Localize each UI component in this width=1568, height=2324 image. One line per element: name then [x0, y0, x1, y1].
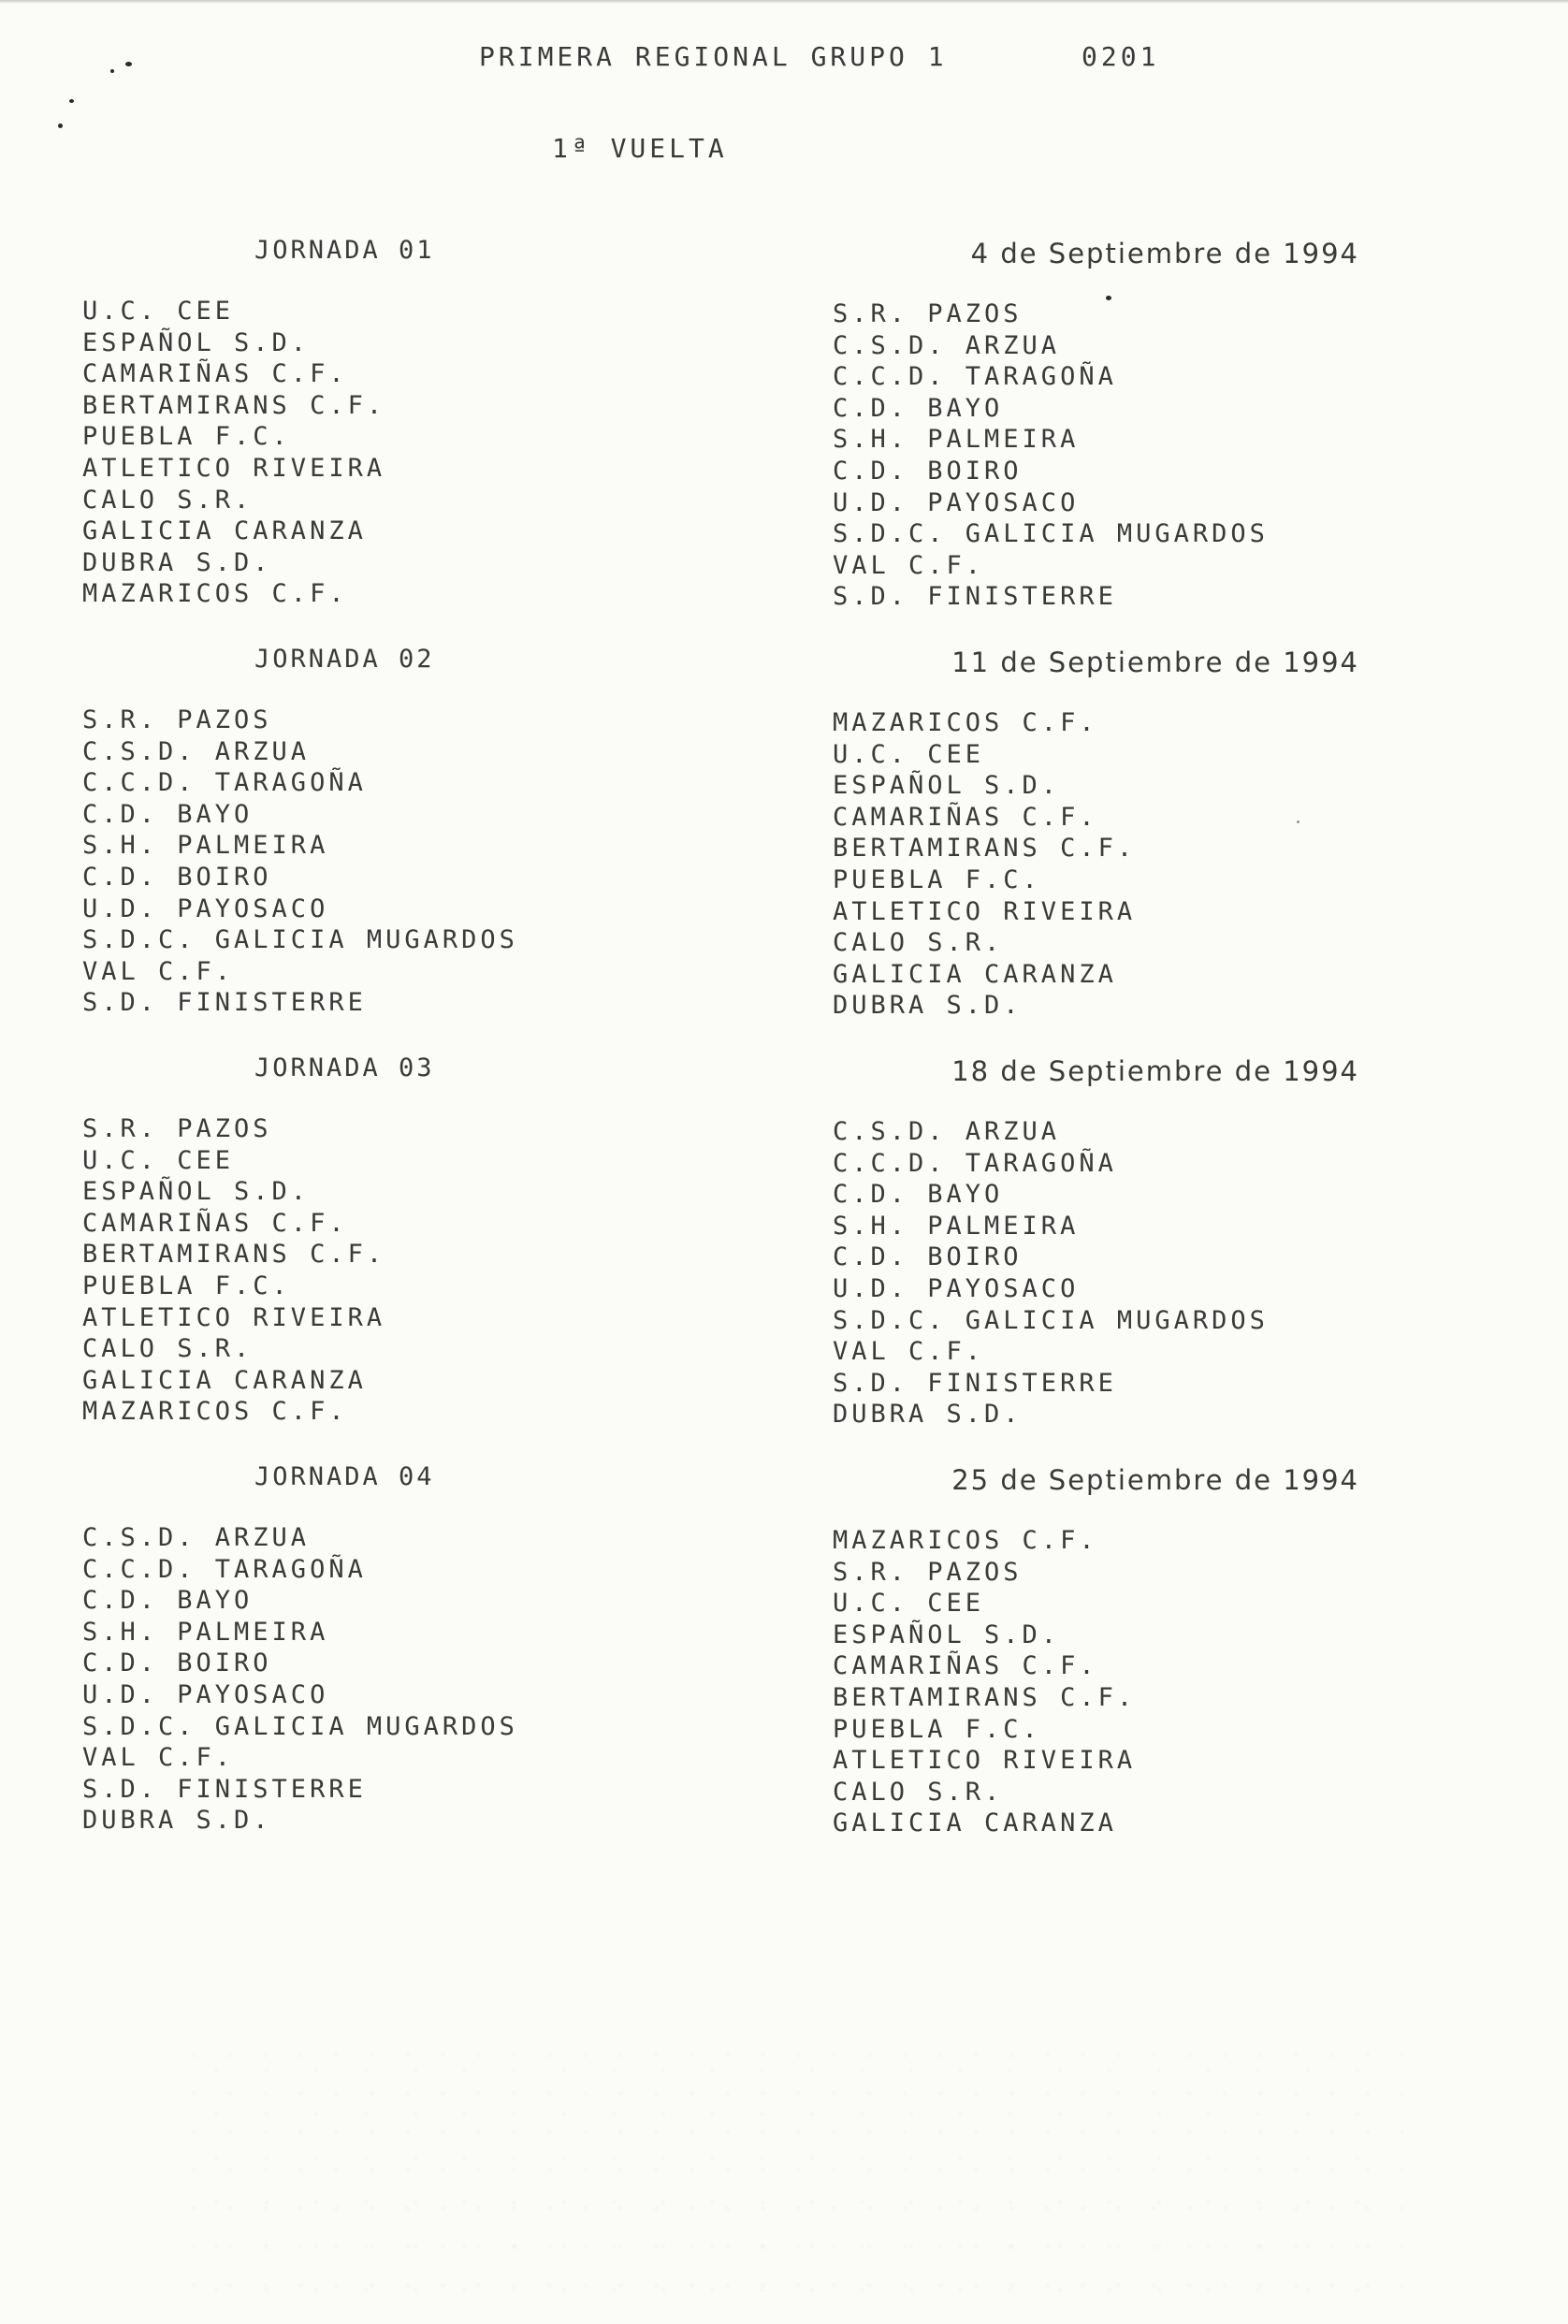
scan-speck	[69, 99, 74, 103]
home-team: S.R. PAZOS	[82, 705, 272, 734]
home-team: DUBRA S.D.	[82, 1806, 272, 1836]
away-team: C.C.D. TARAGOÑA	[833, 362, 1117, 392]
home-team: PUEBLA F.C.	[82, 1271, 291, 1300]
away-team: DUBRA S.D.	[833, 1400, 1023, 1430]
away-team: PUEBLA F.C.	[833, 864, 1041, 894]
home-team: C.D. BOIRO	[82, 1649, 272, 1678]
away-team: U.D. PAYOSACO	[833, 1273, 1080, 1303]
away-team: U.D. PAYOSACO	[833, 487, 1080, 517]
away-team: VAL C.F.	[833, 1337, 985, 1367]
round-label: JORNADA 04	[254, 1462, 435, 1491]
away-team: C.D. BAYO	[833, 393, 1004, 423]
away-team: U.C. CEE	[833, 1589, 985, 1619]
round-date: 4 de Septiembre de 1994	[970, 238, 1359, 269]
scan-top-edge	[0, 0, 1568, 4]
away-team-list	[833, 1525, 1136, 1839]
home-team: S.H. PALMEIRA	[82, 1617, 329, 1647]
away-team: ATLETICO RIVEIRA	[833, 1746, 1137, 1776]
scan-speck	[58, 123, 63, 128]
home-team: BERTAMIRANS C.F.	[82, 1240, 386, 1270]
home-team: GALICIA CARANZA	[82, 1365, 367, 1395]
home-team: VAL C.F.	[82, 1743, 235, 1773]
home-team: C.S.D. ARZUA	[82, 736, 311, 766]
home-team: S.D.C. GALICIA MUGARDOS	[82, 1711, 518, 1741]
away-team: ATLETICO RIVEIRA	[833, 896, 1137, 926]
home-team: CAMARIÑAS C.F.	[82, 1208, 348, 1238]
home-team: U.D. PAYOSACO	[82, 1679, 329, 1709]
away-team: S.H. PALMEIRA	[833, 1211, 1080, 1241]
away-team: S.R. PAZOS	[833, 1557, 1023, 1587]
away-team: PUEBLA F.C.	[833, 1714, 1041, 1744]
home-team: ATLETICO RIVEIRA	[82, 453, 386, 483]
away-team: S.R. PAZOS	[833, 299, 1023, 328]
away-team: CAMARIÑAS C.F.	[833, 802, 1098, 832]
home-team: U.C. CEE	[82, 297, 235, 326]
home-team: ATLETICO RIVEIRA	[82, 1302, 386, 1332]
away-team: GALICIA CARANZA	[833, 959, 1117, 989]
away-team: DUBRA S.D.	[833, 991, 1023, 1021]
home-team: S.H. PALMEIRA	[82, 831, 329, 861]
home-team: S.R. PAZOS	[82, 1114, 272, 1143]
away-team: MAZARICOS C.F.	[833, 708, 1098, 737]
home-team: CALO S.R.	[82, 1334, 254, 1364]
away-team-list	[833, 707, 1136, 1022]
away-team: CALO S.R.	[833, 928, 1004, 958]
home-team-list	[82, 704, 518, 1019]
home-team: PUEBLA F.C.	[82, 422, 291, 452]
home-team: C.D. BAYO	[82, 1586, 254, 1616]
away-team: CALO S.R.	[833, 1777, 1004, 1807]
away-team: C.C.D. TARAGOÑA	[833, 1148, 1117, 1178]
away-team: U.C. CEE	[833, 739, 985, 769]
home-team: ESPAÑOL S.D.	[82, 327, 311, 357]
home-team-list	[82, 296, 385, 610]
home-team: C.S.D. ARZUA	[82, 1523, 311, 1552]
round-label: JORNADA 01	[254, 236, 435, 265]
away-team: C.D. BOIRO	[833, 456, 1023, 486]
home-team: S.D. FINISTERRE	[82, 988, 367, 1018]
round-date: 25 de Septiembre de 1994	[951, 1464, 1359, 1496]
document-title: PRIMERA REGIONAL GRUPO 1	[479, 41, 948, 72]
away-team: BERTAMIRANS C.F.	[833, 1682, 1137, 1712]
home-team: C.C.D. TARAGOÑA	[82, 1554, 367, 1584]
home-team: ESPAÑOL S.D.	[82, 1177, 311, 1207]
document-header	[479, 41, 1160, 72]
round-date: 11 de Septiembre de 1994	[951, 646, 1359, 678]
home-team: VAL C.F.	[82, 956, 235, 986]
away-team: C.D. BAYO	[833, 1180, 1004, 1210]
home-team-list	[82, 1113, 385, 1428]
home-team-list	[82, 1522, 518, 1837]
away-team: S.D.C. GALICIA MUGARDOS	[833, 1305, 1269, 1335]
home-team: S.D. FINISTERRE	[82, 1774, 367, 1804]
away-team: CAMARIÑAS C.F.	[833, 1651, 1098, 1681]
scan-speck	[1297, 821, 1299, 823]
away-team: C.D. BOIRO	[833, 1242, 1023, 1272]
round-label: JORNADA 02	[254, 645, 435, 674]
home-team: BERTAMIRANS C.F.	[82, 390, 386, 420]
away-team: C.S.D. ARZUA	[833, 1117, 1061, 1146]
home-team: U.C. CEE	[82, 1145, 235, 1175]
away-team: C.S.D. ARZUA	[833, 330, 1061, 360]
round-date: 18 de Septiembre de 1994	[951, 1055, 1359, 1087]
home-team: U.D. PAYOSACO	[82, 893, 329, 923]
away-team: S.D.C. GALICIA MUGARDOS	[833, 519, 1269, 549]
away-team: VAL C.F.	[833, 550, 985, 580]
scan-speck	[125, 62, 132, 66]
away-team: S.D. FINISTERRE	[833, 582, 1117, 612]
home-team: S.D.C. GALICIA MUGARDOS	[82, 925, 518, 955]
home-team: DUBRA S.D.	[82, 547, 272, 577]
document-code: 0201	[1082, 41, 1160, 72]
away-team: BERTAMIRANS C.F.	[833, 834, 1137, 864]
scan-speck	[110, 69, 114, 73]
away-team-list	[833, 1116, 1269, 1431]
scan-noise	[187, 2040, 1403, 2302]
away-team: S.H. PALMEIRA	[833, 425, 1080, 455]
away-team: ESPAÑOL S.D.	[833, 771, 1061, 801]
home-team: C.C.D. TARAGOÑA	[82, 768, 367, 798]
home-team: CAMARIÑAS C.F.	[82, 359, 348, 389]
home-team: C.D. BAYO	[82, 799, 254, 829]
home-team: C.D. BOIRO	[82, 862, 272, 892]
home-team: CALO S.R.	[82, 485, 254, 515]
home-team: GALICIA CARANZA	[82, 516, 367, 546]
home-team: MAZARICOS C.F.	[82, 579, 348, 609]
away-team-list	[833, 298, 1269, 613]
away-team: MAZARICOS C.F.	[833, 1526, 1098, 1555]
document-subtitle: 1ª VUELTA	[552, 133, 728, 164]
round-label: JORNADA 03	[254, 1053, 435, 1082]
away-team: S.D. FINISTERRE	[833, 1368, 1117, 1398]
away-team: ESPAÑOL S.D.	[833, 1620, 1061, 1649]
away-team: GALICIA CARANZA	[833, 1808, 1117, 1838]
home-team: MAZARICOS C.F.	[82, 1397, 348, 1427]
